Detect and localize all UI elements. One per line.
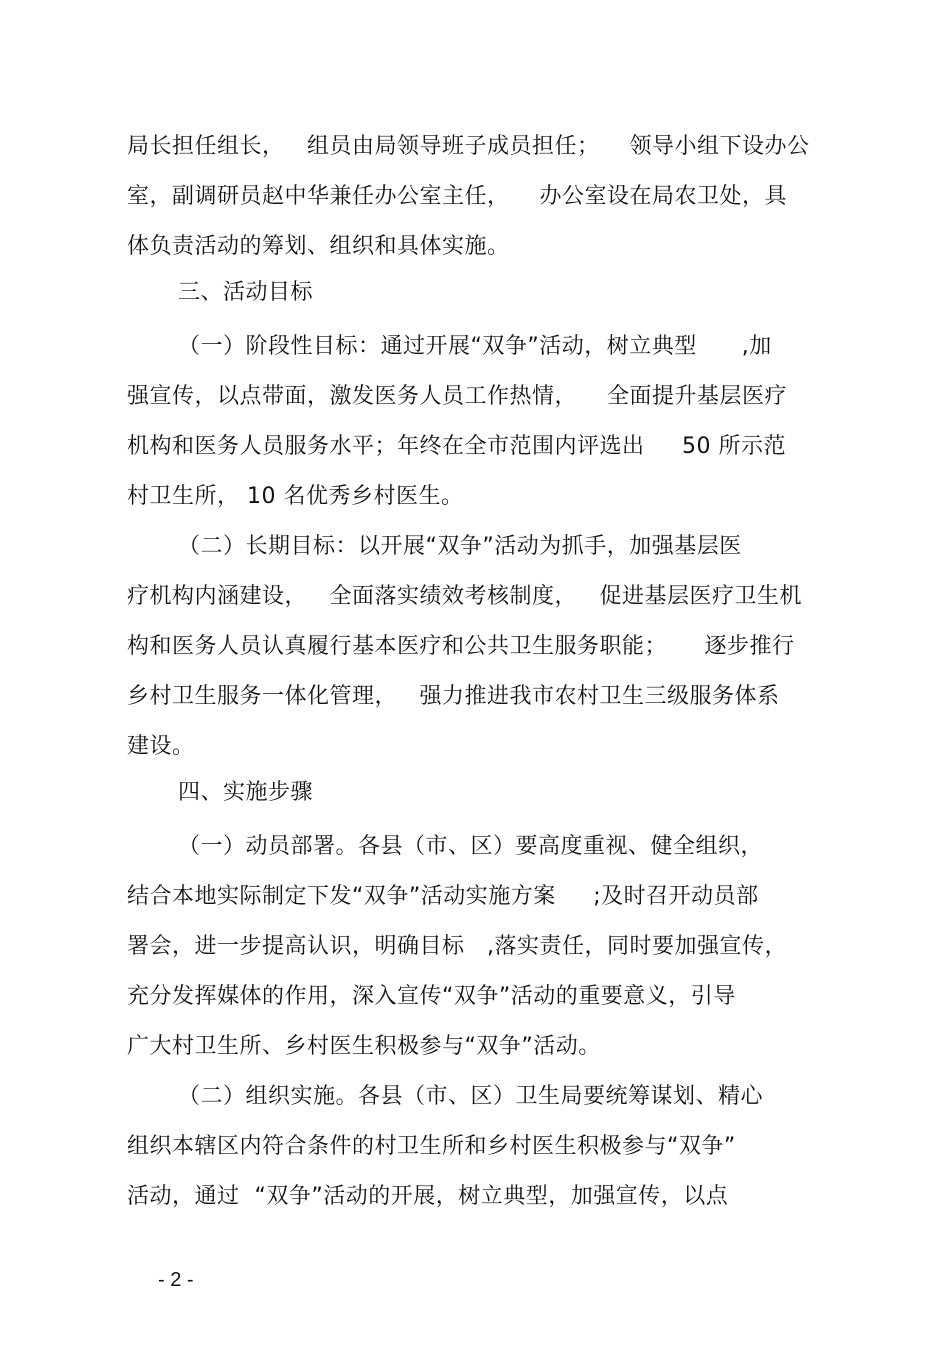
body-text-line: 组织本辖区内符合条件的村卫生所和乡村医生积极参与“双争” [127,1134,736,1159]
body-text-line: 局长担任组长， 组员由局领导班子成员担任； 领导小组下设办公 [127,134,810,159]
body-text-line: 广大村卫生所、乡村医生积极参与“双争”活动。 [127,1034,601,1059]
body-text-line: 机构和医务人员服务水平；年终在全市范围内评选出 50 所示范 [127,434,786,459]
body-text-line: 乡村卫生服务一体化管理， 强力推进我市农村卫生三级服务体系 [127,684,780,709]
page-number: - 2 - [158,1269,194,1291]
section-heading: 三、活动目标 [178,280,314,305]
body-text-line: 建设。 [127,734,195,759]
body-text-line: 村卫生所， 10 名优秀乡村医生。 [127,484,464,509]
body-text-line: 构和医务人员认真履行基本医疗和公共卫生服务职能； 逐步推行 [127,634,795,659]
body-text-line: 结合本地实际制定下发“双争”活动实施方案 ;及时召开动员部 [127,884,759,909]
body-text-line: 活动，通过 “双争”活动的开展，树立典型，加强宣传，以点 [127,1184,729,1209]
section-heading: 四、实施步骤 [178,780,314,805]
body-text-line: （一）阶段性目标：通过开展“双争”活动，树立典型 ,加 [178,334,772,359]
body-text-line: 体负责活动的筹划、组织和具体实施。 [127,234,510,259]
body-text-line: 疗机构内涵建设， 全面落实绩效考核制度， 促进基层医疗卫生机 [127,584,802,609]
body-text-line: 署会，进一步提高认识，明确目标 ,落实责任，同时要加强宣传， [127,934,787,959]
body-text-line: 强宣传，以点带面，激发医务人员工作热情， 全面提升基层医疗 [127,384,787,409]
body-text-line: （二）组织实施。各县（市、区）卫生局要统筹谋划、精心 [178,1084,764,1109]
body-text-line: （二）长期目标：以开展“双争”活动为抓手，加强基层医 [178,534,742,559]
body-text-line: 充分发挥媒体的作用，深入宣传“双争”活动的重要意义，引导 [127,984,736,1009]
body-text-line: 室，副调研员赵中华兼任办公室主任， 办公室设在局农卫处，具 [127,184,787,209]
body-text-line: （一）动员部署。各县（市、区）要高度重视、健全组织， [178,834,764,859]
